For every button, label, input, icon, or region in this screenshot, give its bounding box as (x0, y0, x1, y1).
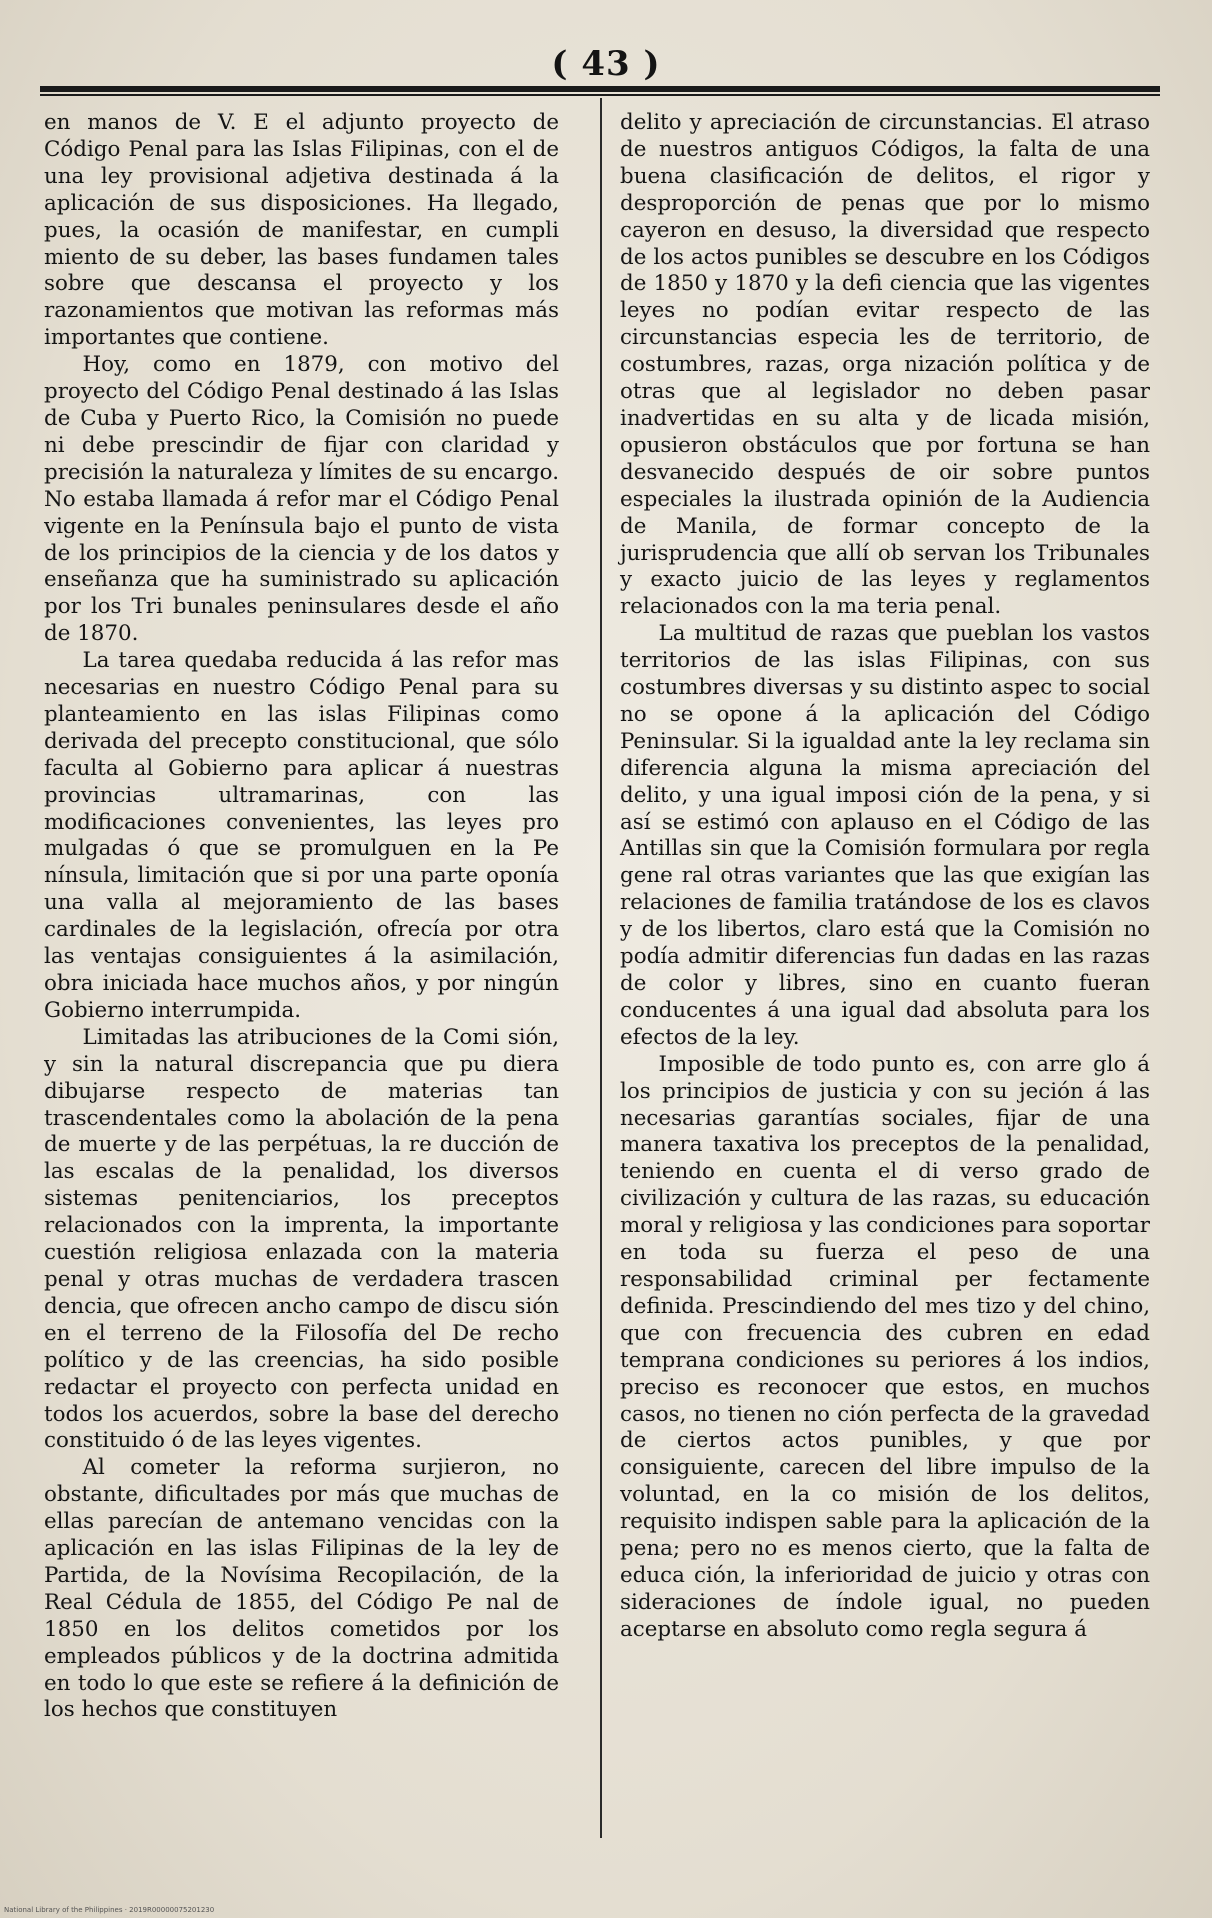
paragraph: en manos de V. E el adjunto proyecto de Código Penal para las Islas Filipinas, con el de una ley provisional adjetiva destinada á la aplicación de sus disposiciones. Ha llegado, pues, la ocasión de manifestar, en cumpli miento de su deber, las bases fundamen tales sobre que descansa el proyecto y los razonamientos que motivan las reformas más importantes que contiene. (44, 110, 559, 351)
paragraph: La tarea quedaba reducida á las refor mas necesarias en nuestro Código Penal para su planteamiento en las islas Filipinas como derivada del precepto constitucional, que sólo faculta al Gobierno para aplicar á nuestras provincias ultramarinas, con las modificaciones convenientes, las leyes pro mulgadas ó que se promulguen en la Pe nínsula, limitación que si por una parte oponía una valla al mejoramiento de las bases cardinales de la legislación, ofrecía por otra las ventajas consiguientes á la asimilación, obra iniciada hace muchos años, y por ningún Gobierno interrumpida. (44, 648, 559, 1023)
paragraph: Hoy, como en 1879, con motivo del proyecto del Código Penal destinado á las Islas de Cuba y Puerto Rico, la Comisión no puede ni debe prescindir de fijar con claridad y precisión la naturaleza y límites de su encargo. No estaba llamada á refor mar el Código Penal vigente en la Península bajo el punto de vista de los principios de la ciencia y de los datos y enseñanza que ha suministrado su aplicación por los Tri bunales peninsulares desde el año de 1870. (44, 352, 559, 647)
page-number: ( 43 ) (551, 44, 661, 84)
header-rule (40, 86, 1160, 96)
paragraph: Imposible de todo punto es, con arre glo á los principios de justicia y con su jeción á las necesarias garantías sociales, fijar de una manera taxativa los preceptos de la penalidad, teniendo en cuenta el di verso grado de civilización y cultura de las razas, su educación moral y religiosa y las condiciones para soportar en toda su fuerza el peso de una responsabilidad criminal per fectamente definida. Prescindiendo del mes tizo y del chino, que con frecuencia des cubren en edad temprana condiciones su periores á los indios, preciso es reconocer que estos, en muchos casos, no tienen no ción perfecta de la gravedad de ciertos actos punibles, y que por consiguiente, carecen del libre impulso de la voluntad, en la co misión de los delitos, requisito indispen sable para la aplicación de la pena; pero no es menos cierto, que la falta de educa ción, la inferioridad de juicio y otras con sideraciones de índole igual, no pueden aceptarse en absoluto como regla segura á (620, 1051, 1150, 1642)
left-column (44, 110, 559, 1724)
paragraph: delito y apreciación de circunstancias. El atraso de nuestros antiguos Códigos, la falta de una buena clasificación de delitos, el rigor y desproporción de penas que por lo mismo cayeron en desuso, la diversidad que respecto de los actos punibles se descubre en los Códigos de 1850 y 1870 y la defi ciencia que las vigentes leyes no podían evitar respecto de las circunstancias especia les de territorio, de costumbres, razas, orga nización política y de otras que al legislador no deben pasar inadvertidas en su alta y de licada misión, opusieron obstáculos que por fortuna se han desvanecido después de oir sobre puntos especiales la ilustrada opinión de la Audiencia de Manila, de formar concepto de la jurisprudencia que allí ob servan los Tribunales y exacto juicio de las leyes y reglamentos relacionados con la ma teria penal. (620, 110, 1150, 620)
right-column (620, 110, 1150, 1644)
scan-credit: National Library of the Philippines · 2019R00000075201230 (4, 1906, 215, 1914)
paragraph: Limitadas las atribuciones de la Comi sión, y sin la natural discrepancia que pu diera dibujarse respecto de materias tan trascendentales como la abolación de la pena de muerte y de las perpétuas, la re ducción de las escalas de la penalidad, los diversos sistemas penitenciarios, los preceptos relacionados con la imprenta, la importante cuestión religiosa enlazada con la materia penal y otras muchas de verdadera trascen dencia, que ofrecen ancho campo de discu sión en el terreno de la Filosofía del De recho político y de las creencias, ha sido posible redactar el proyecto con perfecta unidad en todos los acuerdos, sobre la base del derecho constituido ó de las leyes vigentes. (44, 1024, 559, 1454)
paragraph: Al cometer la reforma surjieron, no obstante, dificultades por más que muchas de ellas parecían de antemano vencidas con la aplicación en las islas Filipinas de la ley de Partida, de la Novísima Recopilación, de la Real Cédula de 1855, del Código Pe nal de 1850 en los delitos cometidos por los empleados públicos y de la doctrina admitida en todo lo que este se refiere á la definición de los hechos que constituyen (44, 1455, 559, 1723)
column-divider (600, 98, 602, 1838)
paragraph: La multitud de razas que pueblan los vastos territorios de las islas Filipinas, con sus costumbres diversas y su distinto aspec to social no se opone á la aplicación del Código Peninsular. Si la igualdad ante la ley reclama sin diferencia alguna la misma apreciación del delito, y una igual imposi ción de la pena, y si así se estimó con aplauso en el Código de las Antillas sin que la Comisión formulara por regla gene ral otras variantes que las que exigían las relaciones de familia tratándose de los es clavos y de los libertos, claro está que la Comisión no podía admitir diferencias fun dadas en las razas de color y libres, sino en cuanto fueran conducentes á una igual dad absoluta para los efectos de la ley. (620, 621, 1150, 1050)
